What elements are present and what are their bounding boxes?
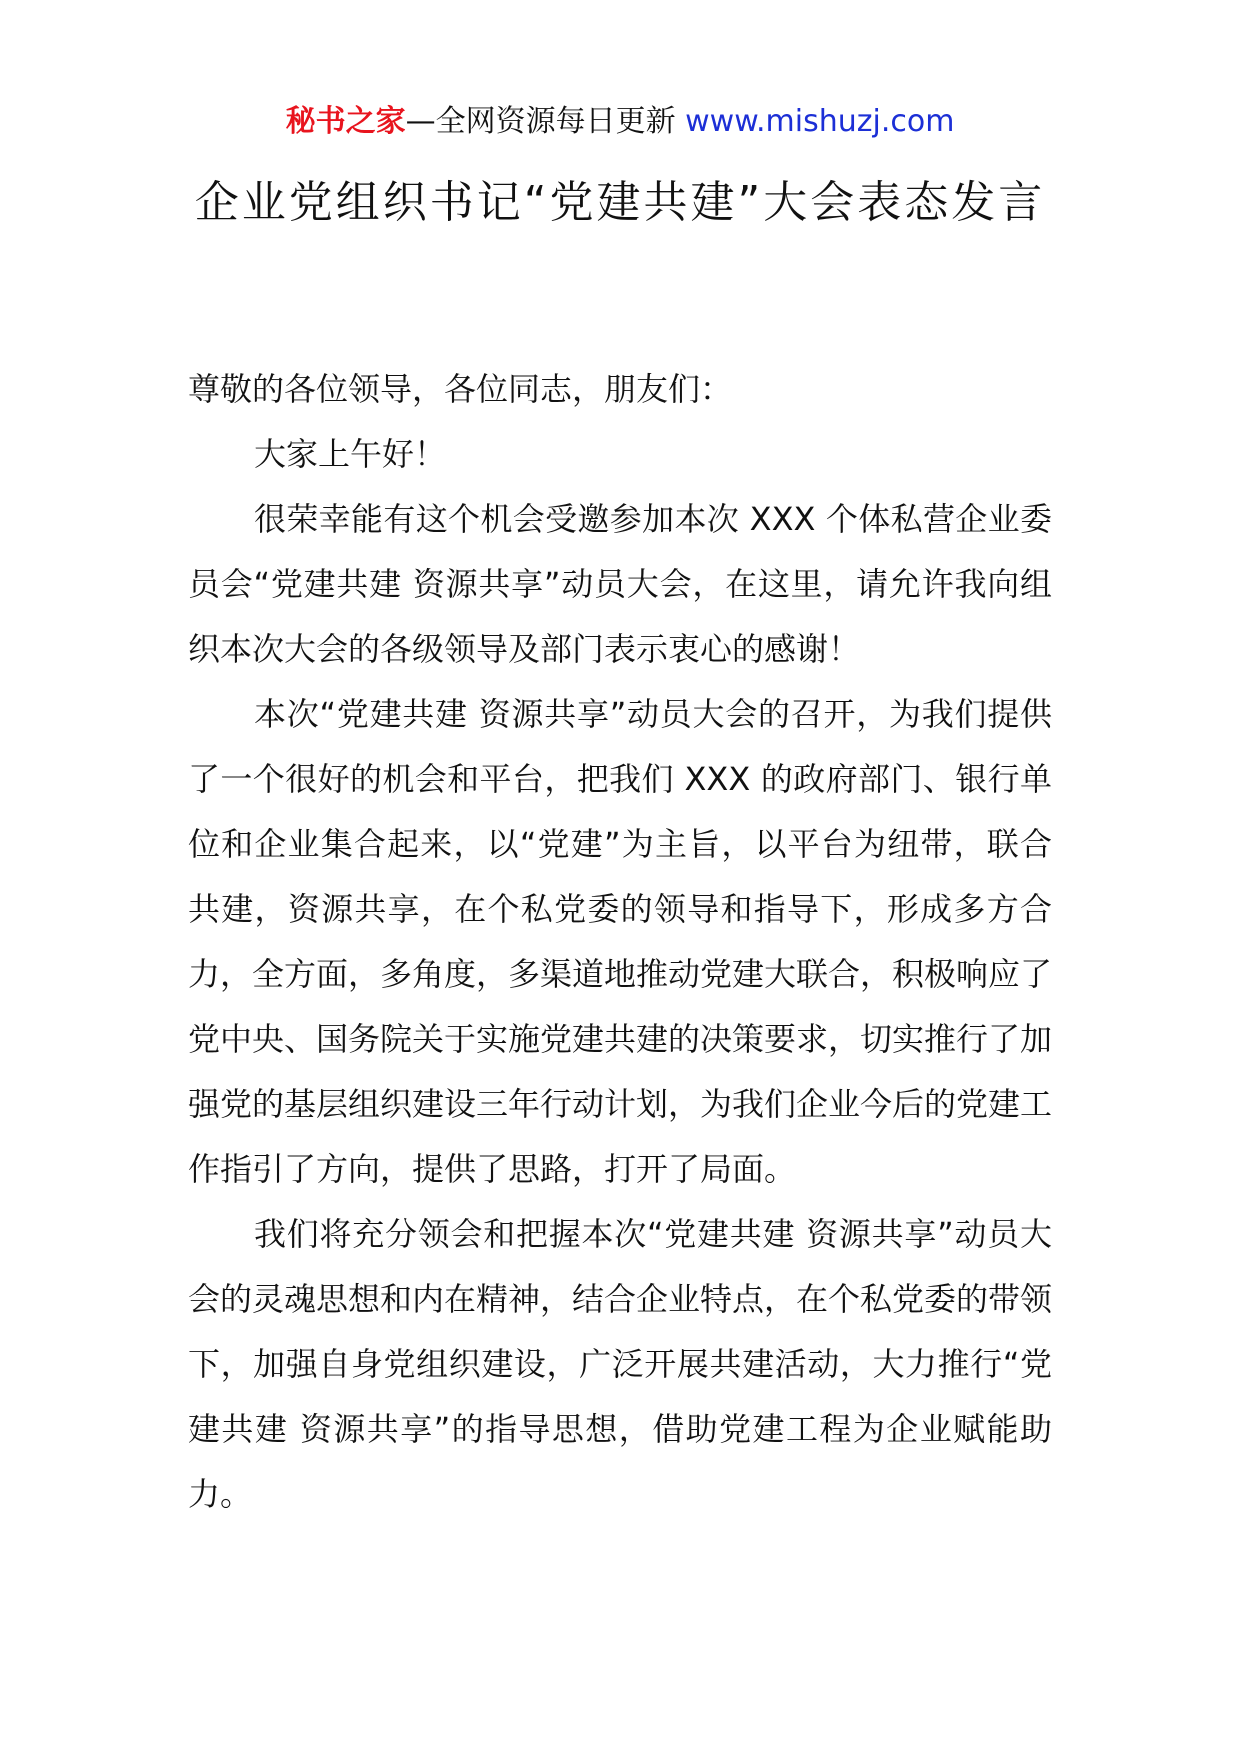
site-url-link[interactable]: www.mishuzj.com xyxy=(685,104,955,139)
greeting-line: 尊敬的各位领导，各位同志，朋友们： xyxy=(188,370,733,408)
brand-name: 秘书之家 xyxy=(285,104,406,139)
watermark-header xyxy=(0,100,1240,144)
document-body xyxy=(188,357,1052,1527)
body-paragraph: 大家上午好！ xyxy=(254,435,447,473)
document-title: 企业党组织书记“党建共建”大会表态发言 xyxy=(194,177,1046,228)
body-paragraph: 本次“党建共建 资源共享”动员大会的召开，为我们提供了一个很好的机会和平台，把我们 XXX 的政府部门、银行单位和企业集合起来，以“党建”为主旨，以平台为纽带，联合共建，资源共享，在个私党委的领导和指导下，形成多方合力，全方面，多角度，多渠道地推动党建大联合，积极响应了党中央、国务院关于实施党建共建的决策要求，切实推行了加强党的基层组织建设三年行动计划，为我们企业今后的党建工作指引了方向，提供了思路，打开了局面。 xyxy=(188,695,1053,1188)
body-paragraph: 很荣幸能有这个机会受邀参加本次 XXX 个体私营企业委员会“党建共建 资源共享”动员大会，在这里，请允许我向组织本次大会的各级领导及部门表示衷心的感谢！ xyxy=(188,500,1052,668)
body-paragraph: 我们将充分领会和把握本次“党建共建 资源共享”动员大会的灵魂思想和内在精神，结合企业特点，在个私党委的带领下，加强自身党组织建设，广泛开展共建活动，大力推行“党建共建 资源共享”的指导思想，借助党建工程为企业赋能助力。 xyxy=(188,1215,1053,1513)
header-tagline: —全网资源每日更新 xyxy=(405,104,676,139)
